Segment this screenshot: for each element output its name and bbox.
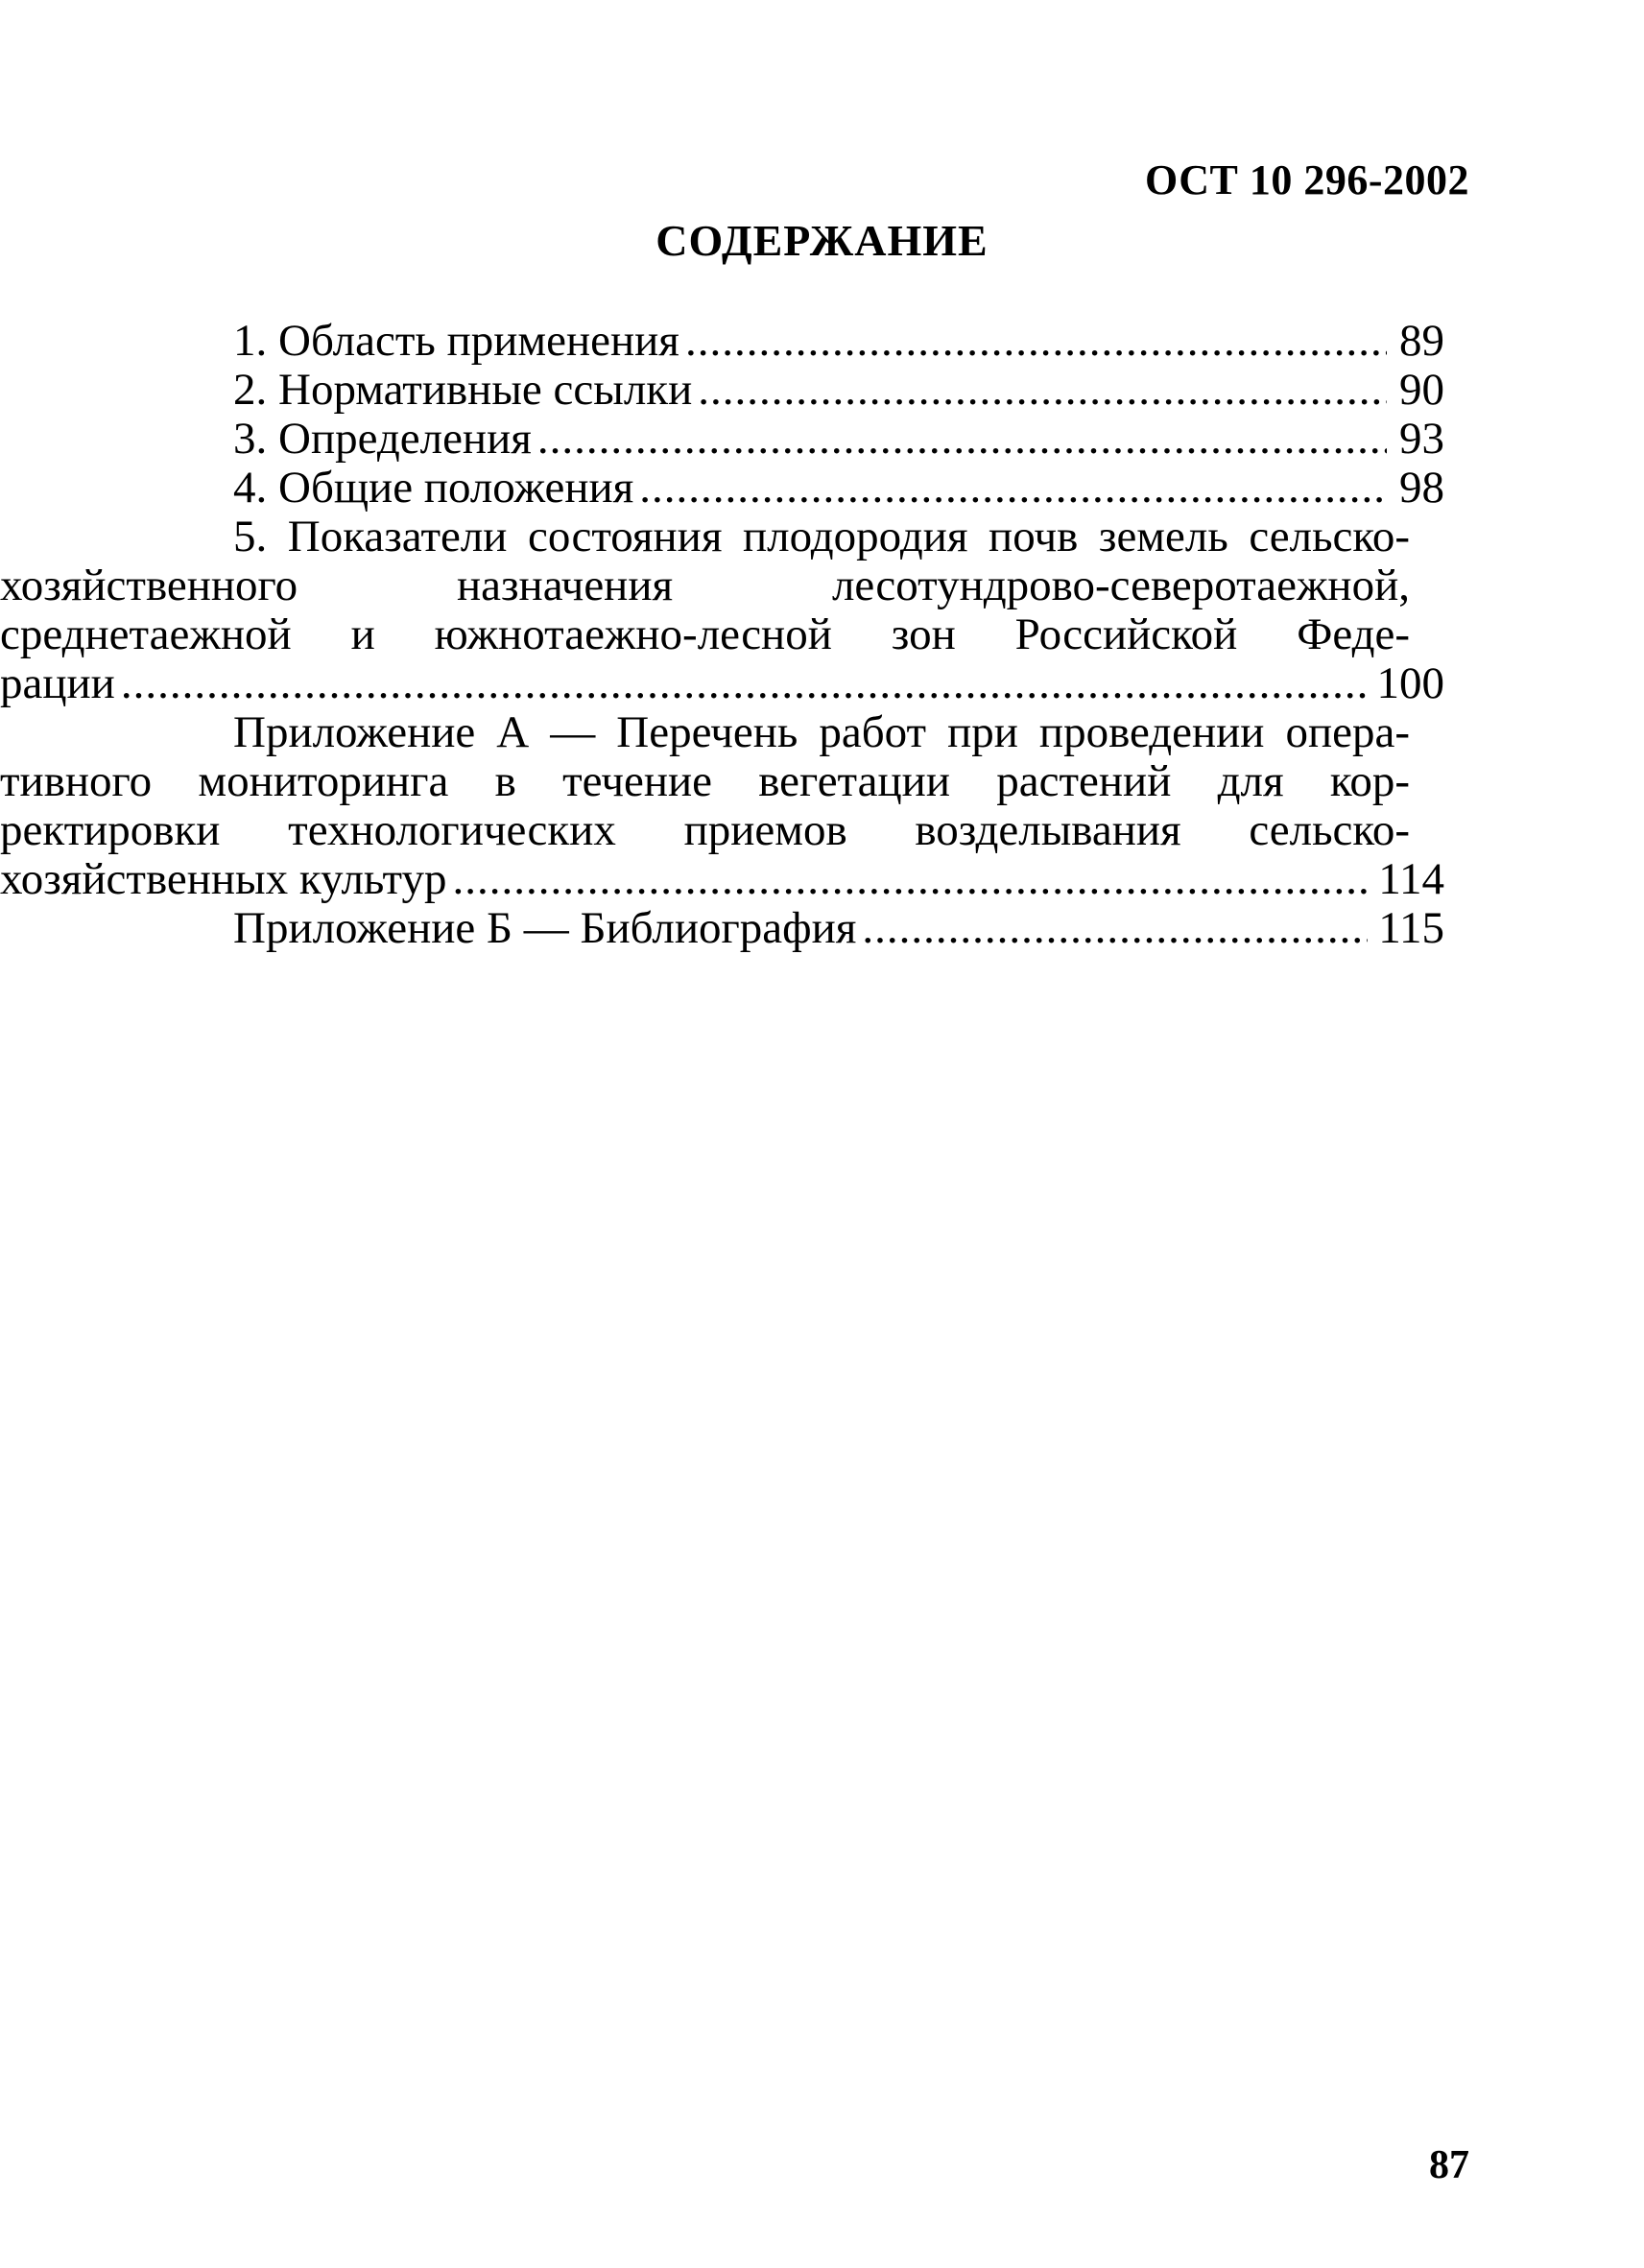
toc-entry-title: 3. Определения bbox=[233, 414, 532, 464]
toc-entry-title: Приложение Б — Библиография bbox=[233, 903, 857, 953]
toc-entry-title: 2. Нормативные ссылки bbox=[233, 365, 693, 415]
toc-entry[interactable] bbox=[233, 904, 1444, 953]
toc-entry-title: 4. Общие положения bbox=[233, 463, 634, 513]
toc-entry-page: 98 bbox=[1399, 463, 1444, 513]
toc-entry-page: 114 bbox=[1378, 854, 1444, 904]
dot-leader bbox=[698, 366, 1387, 415]
toc-entry-line: среднетаежной и южнотаежно-лесной зон Российской Феде- bbox=[0, 609, 1410, 659]
dot-leader bbox=[862, 904, 1368, 953]
toc-entry-line: Приложение А — Перечень работ при проведении опера- bbox=[233, 707, 1410, 757]
toc-entry[interactable] bbox=[233, 464, 1444, 513]
page-title: СОДЕРЖАНИЕ bbox=[655, 216, 989, 265]
dot-leader bbox=[639, 464, 1387, 513]
toc-entry-page: 115 bbox=[1378, 903, 1444, 953]
dot-leader bbox=[121, 659, 1368, 708]
toc-entry[interactable] bbox=[233, 415, 1444, 464]
toc-entry-line: хозяйственного назначения лесотундрово-северотаежной, bbox=[0, 561, 1410, 610]
toc-entry[interactable] bbox=[0, 707, 1444, 904]
document-code: ОСТ 10 296-2002 bbox=[1144, 156, 1469, 203]
toc-entry-page: 90 bbox=[1399, 365, 1444, 415]
toc-entry-line: 5. Показатели состояния плодородия почв земель сельско- bbox=[233, 512, 1410, 561]
dot-leader bbox=[537, 415, 1387, 464]
toc-entry[interactable] bbox=[233, 317, 1444, 366]
toc-entry-page: 93 bbox=[1399, 414, 1444, 464]
toc-entry-line: ректировки технологических приемов возделывания сельско- bbox=[0, 805, 1410, 855]
toc-entry-page: 100 bbox=[1376, 658, 1444, 708]
toc-entry-title: рации bbox=[0, 658, 115, 708]
table-of-contents bbox=[0, 316, 1444, 953]
toc-entry[interactable] bbox=[0, 512, 1444, 708]
dot-leader bbox=[452, 855, 1368, 904]
toc-entry[interactable] bbox=[233, 366, 1444, 415]
toc-entry-title: хозяйственных культур bbox=[0, 854, 447, 904]
toc-entry-page: 89 bbox=[1399, 316, 1444, 366]
toc-entry-line: тивного мониторинга в течение вегетации растений для кор- bbox=[0, 756, 1410, 806]
page-number: 87 bbox=[1429, 2143, 1469, 2187]
dot-leader bbox=[685, 317, 1387, 366]
toc-entry-title: 1. Область применения bbox=[233, 316, 679, 366]
